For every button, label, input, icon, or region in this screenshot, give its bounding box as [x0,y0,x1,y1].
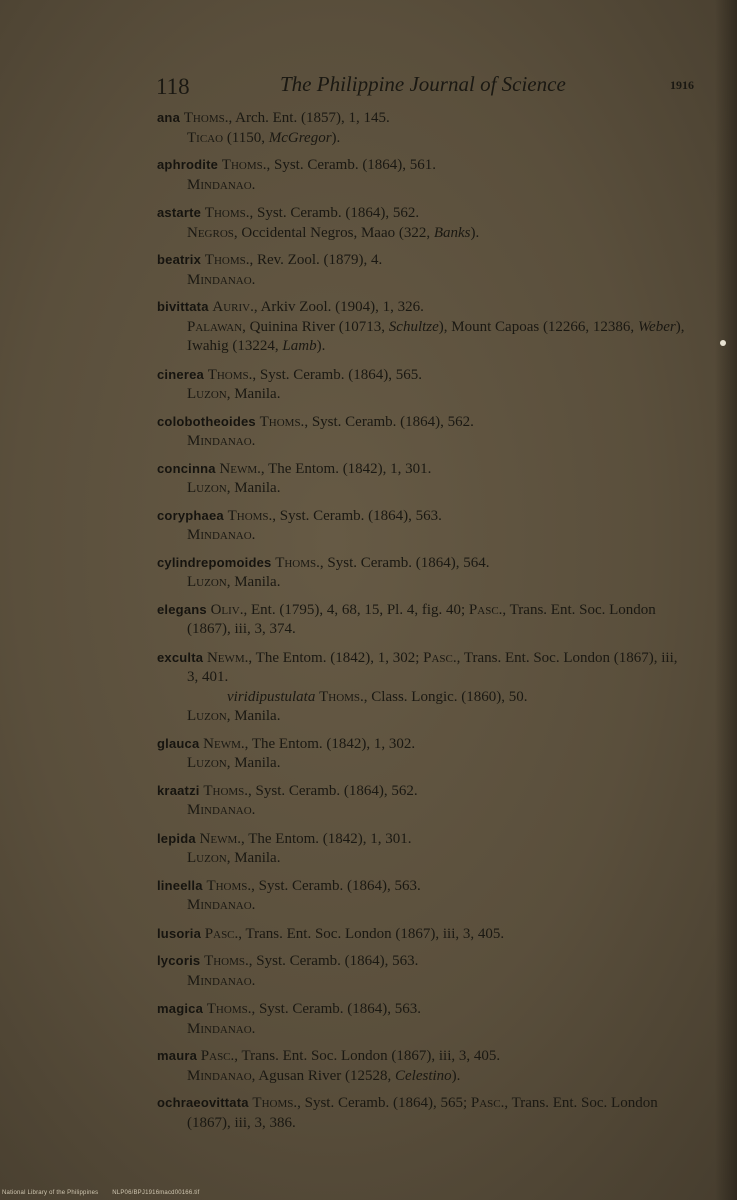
species-name: lycoris [157,953,201,968]
locality: Luzon, Manila. [187,574,281,590]
locality [187,1020,690,1040]
species-entry [157,297,690,357]
citation: , Syst. Ceramb. (1864), 565; Pasc., Trans. Ent. Soc. London (1867), iii, 3, 386. [187,1095,658,1131]
locality: Mindanao, Agusan River (12528, Celestino). [187,1067,461,1084]
page-edge-shadow [715,0,737,1200]
locality: Luzon, Manila. [187,850,281,866]
species-name: maura [157,1048,198,1063]
species-entry [157,250,690,290]
species-name: bivittata [157,299,209,314]
citation: , Syst. Ceramb. (1864), 563. [248,953,419,969]
locality [187,801,690,821]
citation: , Ent. (1795), 4, 68, 15, Pl. 4, fig. 40; Pasc., Trans. Ent. Soc. London (1867), iii, 3, 374. [187,601,656,637]
locality: Negros, Occidental Negros, Maao (322, Banks). [187,224,480,241]
scan-filename: NLP06/BPJ1916macd00166.tif [112,1190,200,1196]
species-name: cylindrepomoides [157,554,272,570]
species-list [157,108,690,1140]
locality [187,896,690,916]
citation: , Syst. Ceramb. (1864), 562. [248,782,418,799]
species-entry [157,506,690,546]
species-entry [157,648,690,727]
locality: Luzon, Manila. [187,755,281,771]
species-entry [157,781,690,821]
locality [187,176,690,196]
species-entry [157,553,690,593]
species-name: magica [157,1001,204,1016]
species-name: concinna [157,460,216,476]
species-entry [157,459,690,499]
citation: , Syst. Ceramb. (1864), 565. [252,366,422,383]
species-entry [157,155,690,195]
locality: Luzon, Manila. [187,386,281,402]
region-name: Luzon [187,480,227,496]
citation: , Rev. Zool. (1879), 4. [249,252,383,268]
author-abbrev: Thoms. [204,252,250,268]
author-abbrev: Thoms. [206,877,252,894]
species-name: lineella [157,877,203,893]
species-name: aphrodite [157,157,219,172]
author-abbrev: Newm. [199,830,241,847]
citation: , Syst. Ceramb. (1864), 564. [319,554,490,571]
author-abbrev: Oliv. [210,601,244,618]
species-entry [157,203,690,243]
region-name: Mindanao. [187,802,256,818]
citation: , Syst. Ceramb. (1864), 563. [251,1001,422,1017]
species-name: elegans [157,601,207,617]
synonym: viridipustulata Thoms., Class. Longic. (1860), 50. [227,688,528,705]
journal-title: The Philippine Journal of Science [280,72,566,96]
page-number: 118 [156,74,190,99]
author-abbrev: Newm. [219,460,261,477]
author-abbrev: Thoms. [259,413,305,430]
species-entry [157,1046,690,1086]
author-abbrev: Thoms. [204,205,250,221]
author-abbrev: Thoms. [203,782,249,799]
species-entry [157,876,690,916]
species-name: cinerea [157,366,204,382]
citation: , Trans. Ent. Soc. London (1867), iii, 3, 405. [238,925,505,942]
species-entry [157,829,690,869]
locality [187,271,690,291]
author-abbrev: Thoms. [183,110,229,126]
region-name: Negros [187,224,234,241]
citation: , The Entom. (1842), 1, 302; Pasc., Trans. Ent. Soc. London (1867), iii, 3, 401. [187,649,678,685]
author-abbrev: Pasc. [200,1048,235,1064]
species-name: ana [157,110,181,125]
species-name: beatrix [157,252,202,267]
locality: Luzon, Manila. [187,708,281,724]
region-name: Mindanao. [187,897,256,913]
species-entry [157,412,690,452]
author-abbrev: Thoms. [207,366,253,383]
scan-footer [2,1190,212,1196]
author-abbrev: Newm. [206,649,249,666]
region-name: Luzon [187,850,227,866]
species-entry [157,108,690,148]
species-name: astarte [157,205,202,220]
species-entry [157,734,690,774]
region-name: Palawan [187,318,243,335]
author-abbrev: Thoms. [227,507,273,524]
paper-speck [720,340,726,346]
citation: , Arkiv Zool. (1904), 1, 326. [253,299,424,315]
citation: , Syst. Ceramb. (1864), 562. [304,413,474,430]
author-abbrev: Thoms. [206,1001,252,1017]
region-name: Ticao [187,129,224,146]
citation: , Syst. Ceramb. (1864), 563. [272,507,442,524]
region-name: Luzon [187,755,227,771]
citation: , The Entom. (1842), 1, 301. [240,830,412,847]
author-abbrev: Pasc. [204,925,239,942]
species-entry [157,365,690,405]
species-name: lepida [157,830,196,846]
species-entry [157,600,690,640]
author-abbrev: Thoms. [221,157,267,173]
region-name: Mindanao. [187,527,256,543]
region-name: Mindanao. [187,433,256,449]
citation: , Arch. Ent. (1857), 1, 145. [228,110,390,126]
species-name: coryphaea [157,507,224,523]
region-name: Luzon [187,708,227,724]
species-name: lusoria [157,925,202,941]
region-name: Luzon [187,574,227,590]
author-abbrev: Thoms. [252,1095,298,1111]
locality: Palawan, Quinina River (10713, Schultze), Mount Capoas (12266, 12386, Weber), Iwahig (13224, Lamb). [187,318,685,354]
species-entry [157,1093,690,1133]
species-name: glauca [157,735,200,751]
author-abbrev: Thoms. [204,953,249,969]
species-entry [157,924,690,945]
author-abbrev: Auriv. [212,299,254,315]
volume-year: 1916 [670,78,694,92]
citation: , Syst. Ceramb. (1864), 561. [266,157,437,173]
species-name: ochraeovittata [157,1095,249,1110]
locality [187,972,690,992]
species-name: colobotheoides [157,413,256,429]
page-header [156,70,694,106]
library-credit: National Library of the Philippines [2,1190,99,1196]
species-entry [157,999,690,1039]
locality [187,432,690,452]
region-name: Mindanao [187,1067,252,1084]
locality: Ticao (1150, McGregor). [187,129,341,146]
region-name: Mindanao. [187,972,256,989]
species-name: kraatzi [157,782,200,798]
species-entry [157,951,690,991]
author-abbrev: Newm. [203,735,245,752]
citation: , Syst. Ceramb. (1864), 563. [251,877,421,894]
region-name: Mindanao. [187,1020,256,1037]
citation: , Trans. Ent. Soc. London (1867), iii, 3, 405. [234,1048,501,1064]
citation: , The Entom. (1842), 1, 302. [244,735,416,752]
citation: , Syst. Ceramb. (1864), 562. [249,205,420,221]
region-name: Mindanao. [187,176,256,193]
locality [187,526,690,546]
author-abbrev: Thoms. [275,554,320,571]
locality: Luzon, Manila. [187,480,281,496]
region-name: Mindanao. [187,271,256,288]
region-name: Luzon [187,386,227,402]
citation: , The Entom. (1842), 1, 301. [260,460,432,477]
species-name: exculta [157,649,204,665]
